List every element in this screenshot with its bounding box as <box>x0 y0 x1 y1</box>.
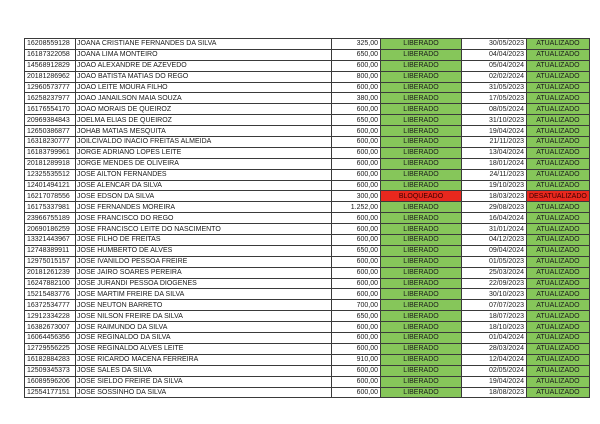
table-row <box>25 267 590 278</box>
cell-status[interactable]: LIBERADO <box>381 147 462 158</box>
cell-update-status[interactable]: ATUALIZADO <box>527 235 590 246</box>
cell-date[interactable]: 31/10/2023 <box>462 115 527 126</box>
cell-id[interactable]: 12554177151 <box>25 387 76 398</box>
cell-date[interactable]: 17/05/2023 <box>462 93 527 104</box>
cell-status[interactable]: LIBERADO <box>381 289 462 300</box>
cell-id[interactable]: 12912334228 <box>25 311 76 322</box>
cell-date[interactable]: 22/09/2023 <box>462 278 527 289</box>
cell-id[interactable]: 16183799961 <box>25 147 76 158</box>
cell-name[interactable]: JOAO LEITE MOURA FILHO <box>76 82 332 93</box>
cell-name[interactable]: JOHAB MATIAS MESQUITA <box>76 126 332 137</box>
cell-status[interactable]: LIBERADO <box>381 354 462 365</box>
cell-value[interactable]: 325,00 <box>332 39 381 50</box>
cell-id[interactable]: 14568912829 <box>25 60 76 71</box>
cell-value[interactable]: 650,00 <box>332 311 381 322</box>
cell-id[interactable]: 12325535512 <box>25 169 76 180</box>
cell-status[interactable]: LIBERADO <box>381 126 462 137</box>
cell-update-status[interactable]: ATUALIZADO <box>527 82 590 93</box>
cell-name[interactable]: JORGE ADRIANO LOPES LEITE <box>76 147 332 158</box>
cell-date[interactable]: 08/05/2024 <box>462 104 527 115</box>
cell-id[interactable]: 13321443967 <box>25 235 76 246</box>
cell-value[interactable]: 600,00 <box>332 278 381 289</box>
cell-date[interactable]: 04/04/2023 <box>462 49 527 60</box>
cell-value[interactable]: 600,00 <box>332 104 381 115</box>
cell-value[interactable]: 1.252,00 <box>332 202 381 213</box>
cell-date[interactable]: 24/11/2023 <box>462 169 527 180</box>
cell-name[interactable]: JOSE SOSSINHO DA SILVA <box>76 387 332 398</box>
cell-date[interactable]: 21/11/2023 <box>462 137 527 148</box>
cell-update-status[interactable]: ATUALIZADO <box>527 224 590 235</box>
cell-id[interactable]: 16064456356 <box>25 333 76 344</box>
records-table <box>24 38 590 398</box>
cell-value[interactable]: 600,00 <box>332 235 381 246</box>
cell-date[interactable]: 02/05/2024 <box>462 365 527 376</box>
table-row <box>25 137 590 148</box>
cell-update-status[interactable]: DESATUALIZADO <box>527 191 590 202</box>
cell-id[interactable]: 16208559128 <box>25 39 76 50</box>
cell-status[interactable]: LIBERADO <box>381 82 462 93</box>
cell-name[interactable]: JOILCIVALDO INACIO FREITAS ALMEIDA <box>76 137 332 148</box>
cell-name[interactable]: JOSE FRANCISCO LEITE DO NASCIMENTO <box>76 224 332 235</box>
cell-status[interactable]: LIBERADO <box>381 278 462 289</box>
table-row <box>25 115 590 126</box>
cell-id[interactable]: 12401494121 <box>25 180 76 191</box>
cell-id[interactable]: 15215483776 <box>25 289 76 300</box>
table-row <box>25 158 590 169</box>
cell-name[interactable]: JOSE JURANDI PESSOA DIOGENES <box>76 278 332 289</box>
cell-update-status[interactable]: ATUALIZADO <box>527 147 590 158</box>
cell-value[interactable]: 700,00 <box>332 300 381 311</box>
table-row <box>25 224 590 235</box>
cell-date[interactable]: 01/05/2023 <box>462 256 527 267</box>
cell-update-status[interactable]: ATUALIZADO <box>527 39 590 50</box>
cell-id[interactable]: 20690186259 <box>25 224 76 235</box>
cell-update-status[interactable]: ATUALIZADO <box>527 137 590 148</box>
cell-status[interactable]: LIBERADO <box>381 115 462 126</box>
table-row <box>25 60 590 71</box>
cell-status[interactable]: LIBERADO <box>381 93 462 104</box>
spreadsheet <box>24 38 590 398</box>
cell-value[interactable]: 600,00 <box>332 180 381 191</box>
cell-name[interactable]: JOAO ALEXANDRE DE AZEVEDO <box>76 60 332 71</box>
table-row <box>25 235 590 246</box>
table-row <box>25 278 590 289</box>
cell-name[interactable]: JOANA CRISTIANE FERNANDES DA SILVA <box>76 39 332 50</box>
cell-name[interactable]: JOSE RAIMUNDO DA SILVA <box>76 322 332 333</box>
cell-value[interactable]: 300,00 <box>332 191 381 202</box>
cell-name[interactable]: JOAO MORAIS DE QUEIROZ <box>76 104 332 115</box>
cell-update-status[interactable]: ATUALIZADO <box>527 180 590 191</box>
cell-name[interactable]: JOSE HUMBERTO DE ALVES <box>76 245 332 256</box>
cell-name[interactable]: JOSE SALES DA SILVA <box>76 365 332 376</box>
cell-date[interactable]: 31/05/2023 <box>462 82 527 93</box>
cell-update-status[interactable]: ATUALIZADO <box>527 365 590 376</box>
cell-date[interactable]: 12/04/2024 <box>462 354 527 365</box>
cell-name[interactable]: JOSE ALENCAR DA SILVA <box>76 180 332 191</box>
table-row <box>25 256 590 267</box>
cell-id[interactable]: 16176554170 <box>25 104 76 115</box>
cell-date[interactable]: 16/04/2024 <box>462 213 527 224</box>
cell-name[interactable]: JOSE JAIRO SOARES PEREIRA <box>76 267 332 278</box>
cell-status[interactable]: LIBERADO <box>381 300 462 311</box>
cell-status[interactable]: LIBERADO <box>381 224 462 235</box>
cell-name[interactable]: JOANA LIMA MONTEIRO <box>76 49 332 60</box>
cell-update-status[interactable]: ATUALIZADO <box>527 343 590 354</box>
cell-name[interactable]: JORGE MENDES DE OLIVEIRA <box>76 158 332 169</box>
cell-status[interactable]: LIBERADO <box>381 104 462 115</box>
table-row <box>25 104 590 115</box>
cell-date[interactable]: 19/04/2024 <box>462 126 527 137</box>
cell-status[interactable]: LIBERADO <box>381 137 462 148</box>
cell-name[interactable]: JOSE NEUTON BARRETO <box>76 300 332 311</box>
cell-date[interactable]: 30/05/2023 <box>462 39 527 50</box>
cell-date[interactable]: 25/03/2024 <box>462 267 527 278</box>
table-row <box>25 376 590 387</box>
table-row <box>25 82 590 93</box>
cell-date[interactable]: 04/12/2023 <box>462 235 527 246</box>
cell-id[interactable]: 16187322058 <box>25 49 76 60</box>
cell-id[interactable]: 16182884283 <box>25 354 76 365</box>
cell-id[interactable]: 16247882100 <box>25 278 76 289</box>
cell-name[interactable]: JOAO JANAILSON MAIA SOUZA <box>76 93 332 104</box>
cell-name[interactable]: JOSE EDSON DA SILVA <box>76 191 332 202</box>
records-table-body <box>25 39 590 398</box>
cell-date[interactable]: 18/03/2023 <box>462 191 527 202</box>
cell-value[interactable]: 800,00 <box>332 71 381 82</box>
cell-status[interactable]: LIBERADO <box>381 333 462 344</box>
cell-id[interactable]: 16258237977 <box>25 93 76 104</box>
cell-id[interactable]: 12509345373 <box>25 365 76 376</box>
cell-status[interactable]: LIBERADO <box>381 49 462 60</box>
cell-date[interactable]: 09/04/2024 <box>462 245 527 256</box>
cell-value[interactable]: 600,00 <box>332 82 381 93</box>
table-row <box>25 93 590 104</box>
cell-id[interactable]: 20181286962 <box>25 71 76 82</box>
cell-update-status[interactable]: ATUALIZADO <box>527 311 590 322</box>
cell-value[interactable]: 650,00 <box>332 115 381 126</box>
cell-update-status[interactable]: ATUALIZADO <box>527 104 590 115</box>
cell-id[interactable]: 16318230777 <box>25 137 76 148</box>
cell-value[interactable]: 600,00 <box>332 137 381 148</box>
cell-date[interactable]: 01/04/2024 <box>462 333 527 344</box>
cell-date[interactable]: 18/01/2024 <box>462 158 527 169</box>
cell-id[interactable]: 20181289918 <box>25 158 76 169</box>
cell-update-status[interactable]: ATUALIZADO <box>527 213 590 224</box>
cell-id[interactable]: 16175337981 <box>25 202 76 213</box>
cell-value[interactable]: 600,00 <box>332 256 381 267</box>
table-row <box>25 213 590 224</box>
cell-date[interactable]: 18/10/2023 <box>462 322 527 333</box>
cell-id[interactable]: 12650386877 <box>25 126 76 137</box>
cell-value[interactable]: 600,00 <box>332 60 381 71</box>
cell-date[interactable]: 13/04/2024 <box>462 147 527 158</box>
cell-update-status[interactable]: ATUALIZADO <box>527 267 590 278</box>
cell-value[interactable]: 650,00 <box>332 49 381 60</box>
cell-date[interactable]: 07/07/2023 <box>462 300 527 311</box>
cell-name[interactable]: JOSE IVANILDO PESSOA FREIRE <box>76 256 332 267</box>
cell-update-status[interactable]: ATUALIZADO <box>527 71 590 82</box>
cell-date[interactable]: 29/08/2023 <box>462 202 527 213</box>
cell-name[interactable]: JOSE RICARDO MACENA FERREIRA <box>76 354 332 365</box>
cell-id[interactable]: 20969384843 <box>25 115 76 126</box>
table-row <box>25 387 590 398</box>
cell-name[interactable]: JOSE FERNANDES MOREIRA <box>76 202 332 213</box>
cell-update-status[interactable]: ATUALIZADO <box>527 322 590 333</box>
cell-value[interactable]: 600,00 <box>332 267 381 278</box>
cell-id[interactable]: 16372534777 <box>25 300 76 311</box>
cell-date[interactable]: 19/10/2023 <box>462 180 527 191</box>
table-row <box>25 71 590 82</box>
cell-value[interactable]: 600,00 <box>332 289 381 300</box>
table-row <box>25 202 590 213</box>
cell-id[interactable]: 12748389911 <box>25 245 76 256</box>
table-row <box>25 169 590 180</box>
cell-date[interactable]: 05/04/2024 <box>462 60 527 71</box>
cell-value[interactable]: 910,00 <box>332 354 381 365</box>
cell-date[interactable]: 18/08/2023 <box>462 387 527 398</box>
cell-name[interactable]: JOSE REGINALDO ALVES LEITE <box>76 343 332 354</box>
cell-id[interactable]: 23966755189 <box>25 213 76 224</box>
table-row <box>25 126 590 137</box>
cell-name[interactable]: JOSE MARTIM FREIRE DA SILVA <box>76 289 332 300</box>
cell-date[interactable]: 02/02/2024 <box>462 71 527 82</box>
cell-value[interactable]: 600,00 <box>332 322 381 333</box>
cell-name[interactable]: JOSE SIELDO FREIRE DA SILVA <box>76 376 332 387</box>
cell-value[interactable]: 600,00 <box>332 387 381 398</box>
cell-status[interactable]: LIBERADO <box>381 180 462 191</box>
table-row <box>25 245 590 256</box>
table-row <box>25 147 590 158</box>
cell-status[interactable]: LIBERADO <box>381 365 462 376</box>
cell-name[interactable]: JOSE REGINALDO DA SILVA <box>76 333 332 344</box>
cell-date[interactable]: 19/04/2024 <box>462 376 527 387</box>
cell-status[interactable]: LIBERADO <box>381 235 462 246</box>
table-row <box>25 191 590 202</box>
table-row <box>25 289 590 300</box>
table-row <box>25 300 590 311</box>
cell-value[interactable]: 600,00 <box>332 158 381 169</box>
cell-value[interactable]: 600,00 <box>332 224 381 235</box>
cell-value[interactable]: 600,00 <box>332 147 381 158</box>
cell-date[interactable]: 28/03/2024 <box>462 343 527 354</box>
cell-status[interactable]: LIBERADO <box>381 202 462 213</box>
cell-status[interactable]: LIBERADO <box>381 39 462 50</box>
cell-id[interactable]: 16089596206 <box>25 376 76 387</box>
cell-value[interactable]: 600,00 <box>332 169 381 180</box>
cell-value[interactable]: 600,00 <box>332 343 381 354</box>
cell-status[interactable]: LIBERADO <box>381 256 462 267</box>
cell-status[interactable]: LIBERADO <box>381 343 462 354</box>
cell-update-status[interactable]: ATUALIZADO <box>527 387 590 398</box>
cell-value[interactable]: 600,00 <box>332 376 381 387</box>
cell-status[interactable]: LIBERADO <box>381 213 462 224</box>
cell-update-status[interactable]: ATUALIZADO <box>527 376 590 387</box>
cell-id[interactable]: 12960573777 <box>25 82 76 93</box>
cell-status[interactable]: LIBERADO <box>381 71 462 82</box>
cell-update-status[interactable]: ATUALIZADO <box>527 126 590 137</box>
table-row <box>25 365 590 376</box>
cell-status[interactable]: LIBERADO <box>381 60 462 71</box>
table-row <box>25 180 590 191</box>
cell-date[interactable]: 31/01/2024 <box>462 224 527 235</box>
table-row <box>25 49 590 60</box>
cell-update-status[interactable]: ATUALIZADO <box>527 158 590 169</box>
cell-name[interactable]: JOSE NILSON FREIRE DA SILVA <box>76 311 332 322</box>
cell-update-status[interactable]: ATUALIZADO <box>527 300 590 311</box>
cell-update-status[interactable]: ATUALIZADO <box>527 245 590 256</box>
cell-value[interactable]: 600,00 <box>332 126 381 137</box>
table-row <box>25 343 590 354</box>
cell-update-status[interactable]: ATUALIZADO <box>527 169 590 180</box>
cell-date[interactable]: 30/10/2023 <box>462 289 527 300</box>
cell-name[interactable]: JOELMA ELIAS DE QUEIROZ <box>76 115 332 126</box>
cell-update-status[interactable]: ATUALIZADO <box>527 289 590 300</box>
table-row <box>25 333 590 344</box>
cell-id[interactable]: 12729556225 <box>25 343 76 354</box>
cell-id[interactable]: 12975015157 <box>25 256 76 267</box>
cell-update-status[interactable]: ATUALIZADO <box>527 60 590 71</box>
cell-id[interactable]: 16382673007 <box>25 322 76 333</box>
cell-name[interactable]: JOSE AILTON FERNANDES <box>76 169 332 180</box>
cell-update-status[interactable]: ATUALIZADO <box>527 278 590 289</box>
cell-status[interactable]: LIBERADO <box>381 311 462 322</box>
cell-update-status[interactable]: ATUALIZADO <box>527 333 590 344</box>
cell-id[interactable]: 20181261239 <box>25 267 76 278</box>
cell-status[interactable]: LIBERADO <box>381 158 462 169</box>
cell-status[interactable]: BLOQUEADO <box>381 191 462 202</box>
cell-name[interactable]: JOSE FILHO DE FREITAS <box>76 235 332 246</box>
cell-status[interactable]: LIBERADO <box>381 376 462 387</box>
cell-id[interactable]: 16217078556 <box>25 191 76 202</box>
cell-update-status[interactable]: ATUALIZADO <box>527 115 590 126</box>
cell-status[interactable]: LIBERADO <box>381 245 462 256</box>
cell-value[interactable]: 380,00 <box>332 93 381 104</box>
cell-value[interactable]: 650,00 <box>332 245 381 256</box>
cell-update-status[interactable]: ATUALIZADO <box>527 202 590 213</box>
table-row <box>25 39 590 50</box>
table-row <box>25 311 590 322</box>
cell-status[interactable]: LIBERADO <box>381 267 462 278</box>
cell-value[interactable]: 600,00 <box>332 365 381 376</box>
cell-name[interactable]: JOSE FRANCISCO DO REGO <box>76 213 332 224</box>
table-row <box>25 322 590 333</box>
cell-value[interactable]: 600,00 <box>332 333 381 344</box>
cell-date[interactable]: 18/07/2023 <box>462 311 527 322</box>
cell-value[interactable]: 600,00 <box>332 213 381 224</box>
cell-name[interactable]: JOAO BATISTA MATIAS DO REGO <box>76 71 332 82</box>
cell-status[interactable]: LIBERADO <box>381 169 462 180</box>
cell-update-status[interactable]: ATUALIZADO <box>527 256 590 267</box>
cell-update-status[interactable]: ATUALIZADO <box>527 354 590 365</box>
cell-update-status[interactable]: ATUALIZADO <box>527 49 590 60</box>
cell-update-status[interactable]: ATUALIZADO <box>527 93 590 104</box>
cell-status[interactable]: LIBERADO <box>381 387 462 398</box>
cell-status[interactable]: LIBERADO <box>381 322 462 333</box>
table-row <box>25 354 590 365</box>
